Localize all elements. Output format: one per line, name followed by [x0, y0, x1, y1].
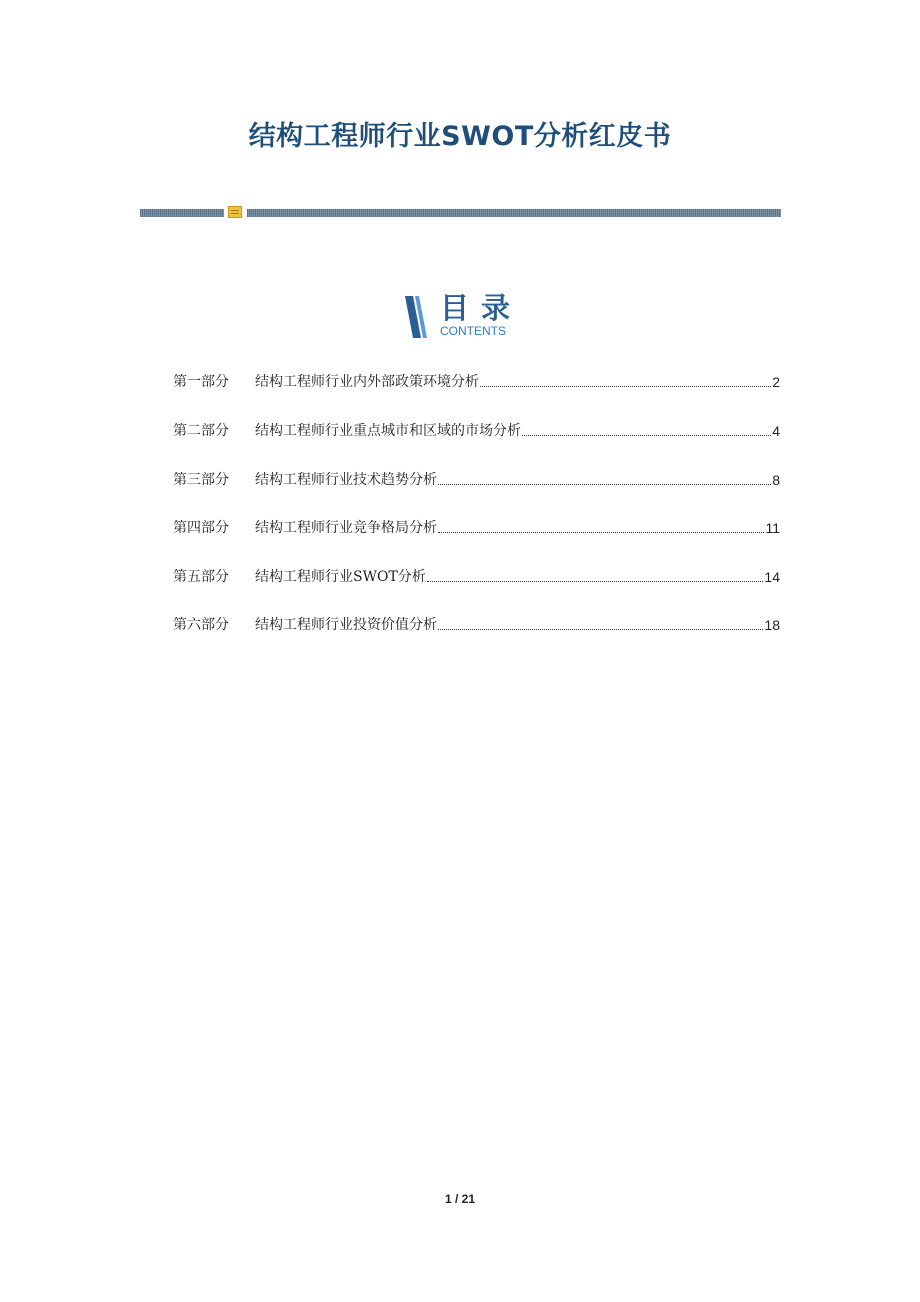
- toc-entry-part: 第三部分: [173, 472, 229, 488]
- toc-entry-title: 结构工程师行业内外部政策环境分析: [255, 374, 479, 390]
- toc-title: 目录: [440, 291, 523, 325]
- toc-entry[interactable]: [173, 364, 780, 392]
- toc-entry-title: 结构工程师行业重点城市和区域的市场分析: [255, 423, 521, 439]
- toc-entry-part: 第六部分: [173, 617, 229, 633]
- toc-subtitle: CONTENTS: [440, 324, 506, 338]
- toc-dot-leader: [480, 386, 771, 387]
- toc-entry-page: 8: [772, 472, 780, 488]
- toc-bookmark-icon: [405, 296, 427, 338]
- toc-header: [405, 292, 525, 342]
- toc-entry-part: 第一部分: [173, 374, 229, 390]
- toc-entry-part: 第四部分: [173, 520, 229, 536]
- toc-entry[interactable]: [173, 607, 780, 635]
- toc-entry-title: 结构工程师行业竞争格局分析: [255, 520, 437, 536]
- title-divider-left: [140, 209, 224, 217]
- toc-dot-leader: [438, 532, 764, 533]
- toc-entry-title: 结构工程师行业投资价值分析: [255, 617, 437, 633]
- document-title: 结构工程师行业SWOT分析红皮书: [248, 121, 672, 152]
- toc-dot-leader: [438, 484, 771, 485]
- toc-entry-page: 14: [764, 569, 780, 585]
- toc-entry[interactable]: [173, 413, 780, 441]
- toc-dot-leader: [438, 629, 763, 630]
- divider-badge-icon: [228, 206, 242, 218]
- title-divider-right: [247, 209, 781, 217]
- toc-entry-title: 结构工程师行业技术趋势分析: [255, 472, 437, 488]
- toc-dot-leader: [427, 581, 764, 582]
- toc-entry-title: 结构工程师行业SWOT分析: [255, 569, 426, 585]
- toc-entry-page: 18: [764, 617, 780, 633]
- toc-entry-part: 第五部分: [173, 569, 229, 585]
- page-number: 1 / 21: [444, 1192, 476, 1206]
- toc-entry-page: 2: [772, 374, 780, 390]
- toc-entry[interactable]: [173, 510, 780, 538]
- toc-dot-leader: [522, 435, 771, 436]
- toc-entry-page: 4: [772, 423, 780, 439]
- toc-entry-part: 第二部分: [173, 423, 229, 439]
- toc-entry-page: 11: [765, 520, 780, 536]
- toc-entry[interactable]: [173, 462, 780, 490]
- toc-entry[interactable]: [173, 559, 780, 587]
